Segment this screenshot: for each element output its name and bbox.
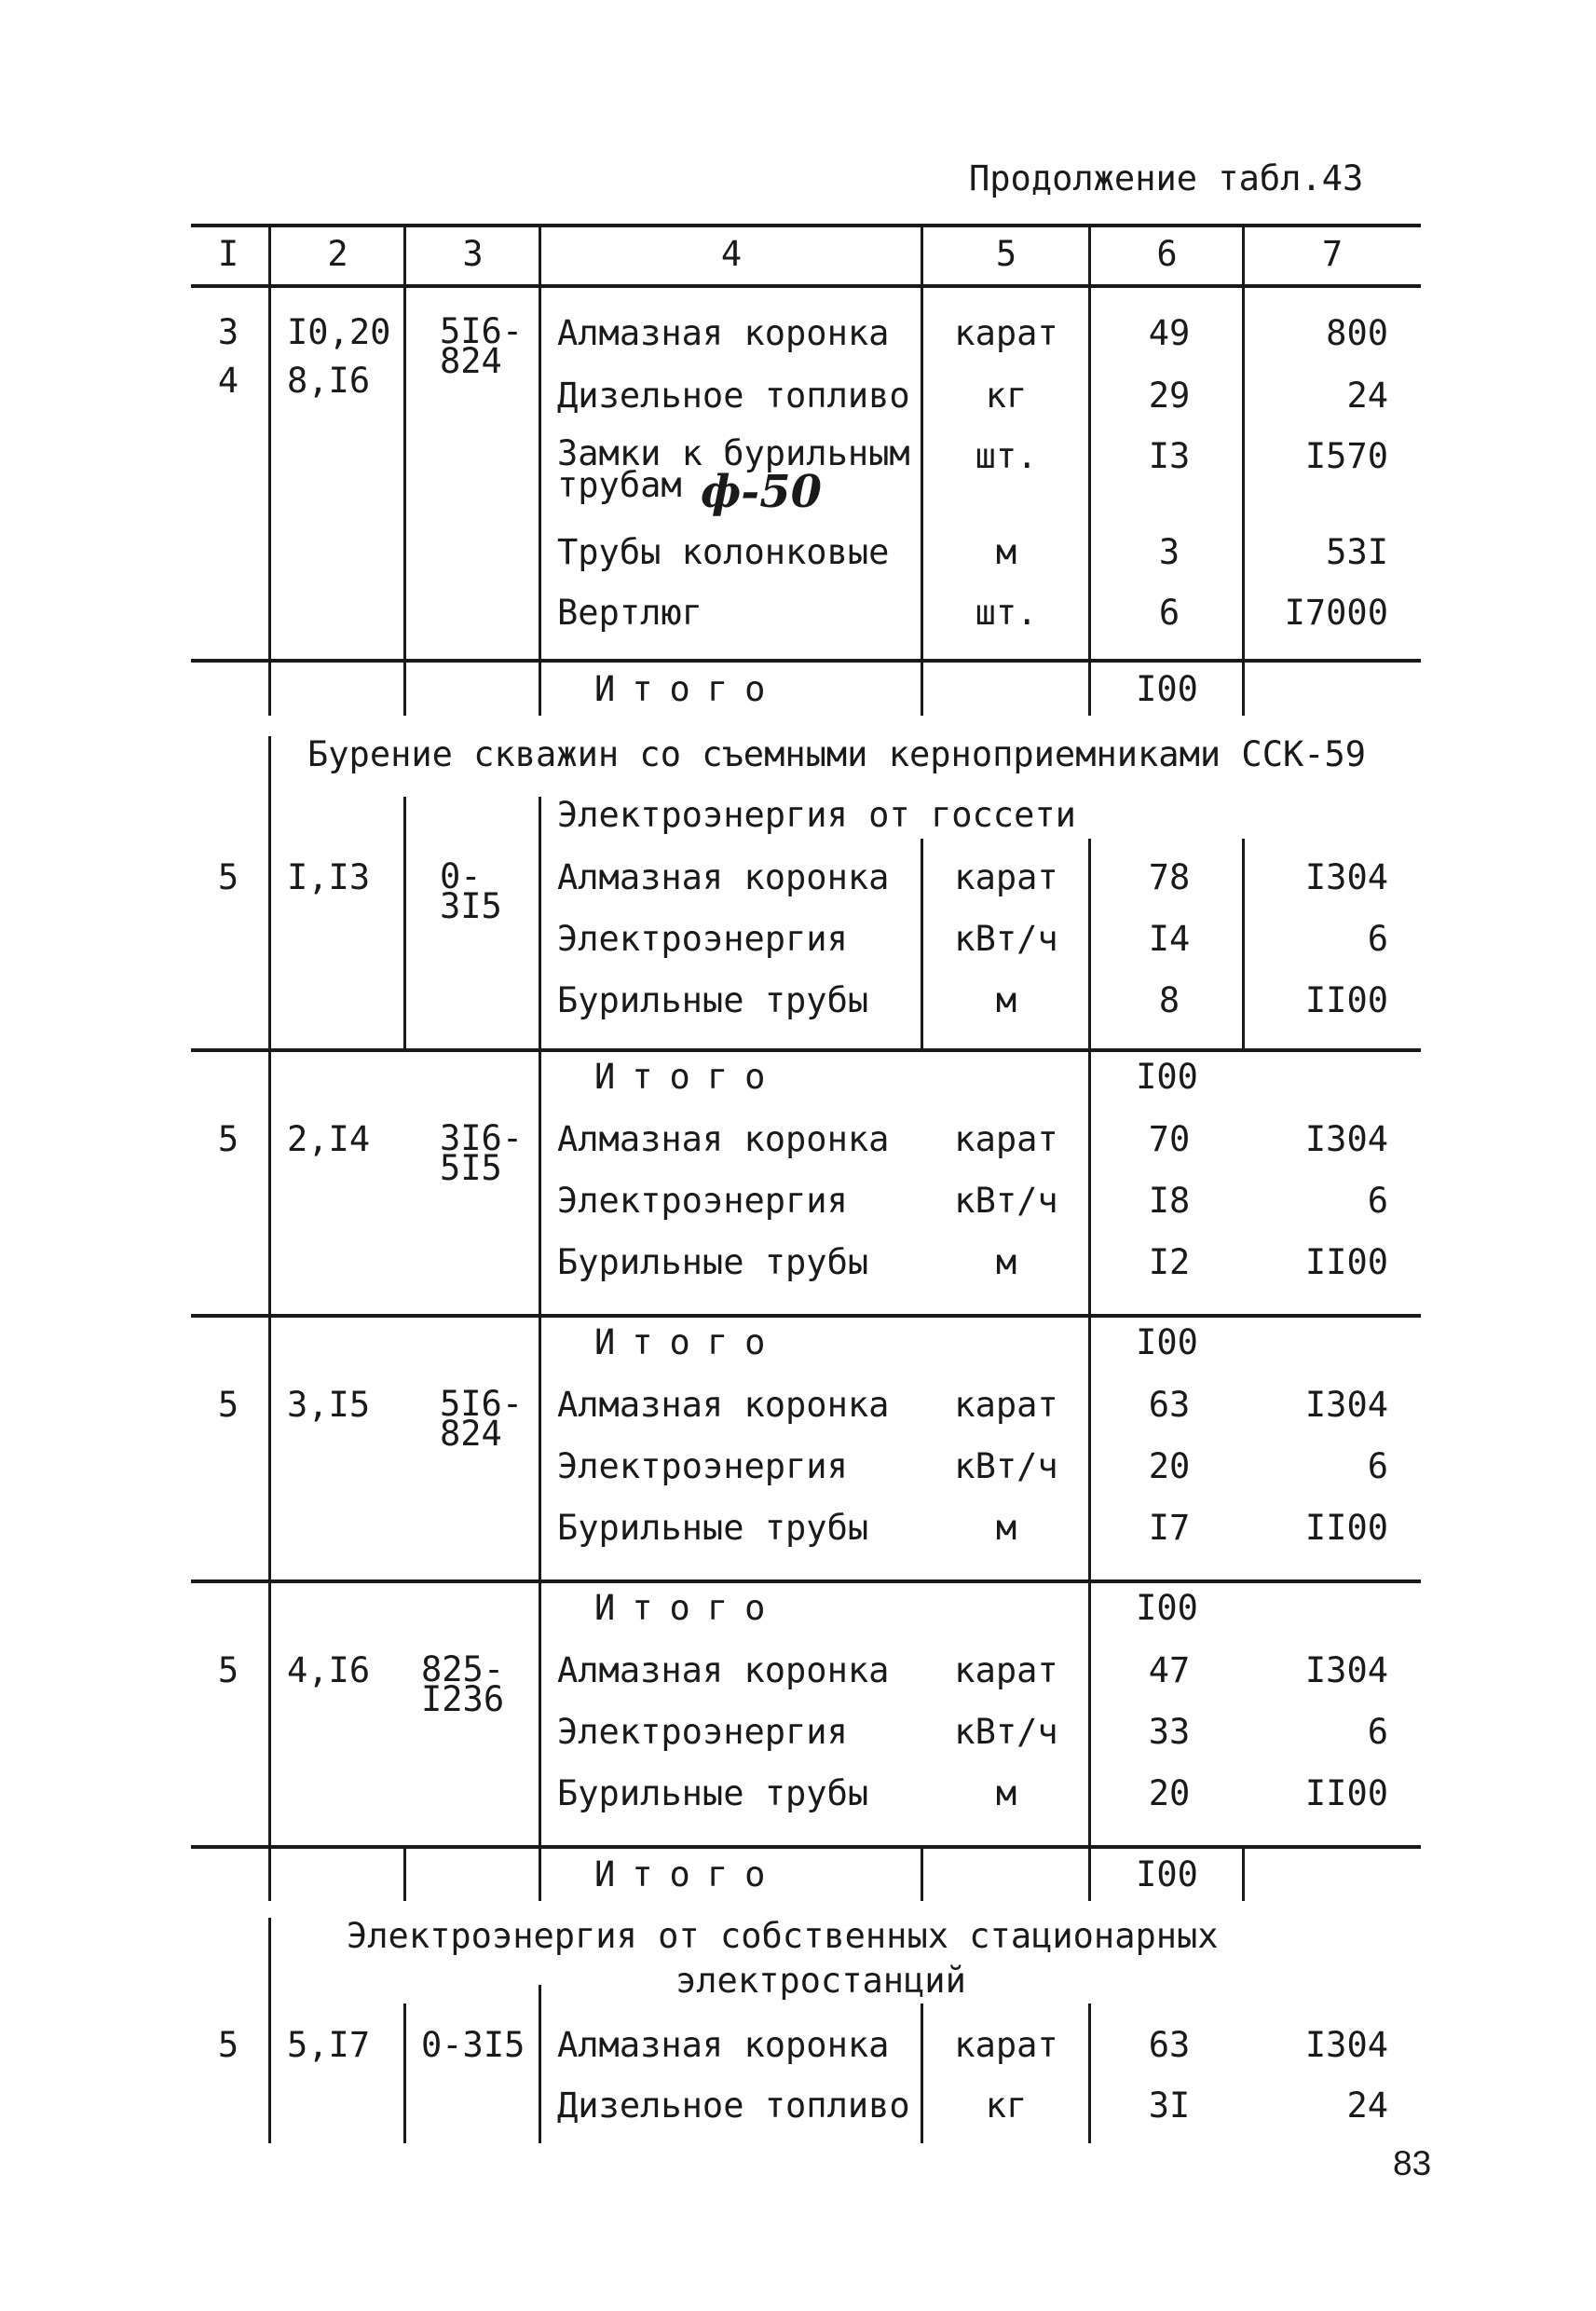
cell-col2: 3,I5 bbox=[287, 1385, 371, 1425]
header-col-5: 5 bbox=[995, 234, 1017, 274]
column-divider bbox=[539, 1317, 541, 1579]
item-v6: 49 bbox=[1148, 313, 1191, 353]
total-value: I00 bbox=[1136, 1057, 1198, 1097]
item-unit: карат bbox=[954, 313, 1058, 353]
section-heading: Бурение скважин со съемными керноприемниками ССК-59 bbox=[307, 734, 1367, 774]
column-divider bbox=[921, 1848, 923, 1901]
column-divider bbox=[268, 287, 271, 716]
cell-col1: 4 bbox=[217, 361, 239, 401]
item-name: Дизельное топливо bbox=[557, 2085, 910, 2126]
column-divider bbox=[268, 736, 271, 1048]
cell-col3: 0-3I5 bbox=[421, 2025, 525, 2065]
total-value: I00 bbox=[1136, 1322, 1198, 1362]
cell-col3: 824 bbox=[440, 1414, 502, 1454]
item-v7: I304 bbox=[1304, 1119, 1388, 1159]
item-name: Алмазная коронка bbox=[557, 1385, 890, 1425]
cell-col3: 825- bbox=[421, 1649, 505, 1689]
item-v7: I7000 bbox=[1284, 593, 1388, 633]
cell-col3: 5I5 bbox=[440, 1148, 502, 1188]
table-caption: Продолжение табл.43 bbox=[969, 158, 1364, 198]
item-unit: м bbox=[995, 1773, 1017, 1813]
column-divider bbox=[268, 1918, 271, 2143]
item-v7: II00 bbox=[1304, 980, 1388, 1020]
item-unit: шт. bbox=[975, 593, 1038, 633]
header-divider bbox=[403, 224, 406, 287]
header-col-6: 6 bbox=[1156, 234, 1178, 274]
cell-col1: 5 bbox=[217, 1385, 239, 1425]
item-name: Бурильные трубы bbox=[557, 1242, 869, 1282]
cell-col1: 5 bbox=[217, 2025, 239, 2065]
section-rule bbox=[191, 1845, 1421, 1849]
cell-col2: 2,I4 bbox=[287, 1119, 371, 1159]
item-v6: 78 bbox=[1148, 857, 1191, 897]
item-v7: 24 bbox=[1346, 376, 1388, 416]
item-v7: 53I bbox=[1326, 532, 1388, 572]
column-divider bbox=[268, 1051, 271, 1314]
item-unit: шт. bbox=[975, 436, 1038, 476]
item-unit: кВт/ч bbox=[954, 1712, 1058, 1752]
cell-col2: 5,I7 bbox=[287, 2025, 371, 2065]
header-col-3: 3 bbox=[462, 234, 484, 274]
item-name: Алмазная коронка bbox=[557, 313, 890, 353]
item-v6: 33 bbox=[1148, 1712, 1191, 1752]
item-v6: I3 bbox=[1148, 436, 1191, 476]
item-unit: кВт/ч bbox=[954, 1181, 1058, 1221]
item-name: Вертлюг bbox=[557, 593, 703, 633]
item-unit: м bbox=[995, 1508, 1017, 1548]
item-v7: II00 bbox=[1304, 1242, 1388, 1282]
header-divider bbox=[539, 224, 541, 287]
item-v6: 3 bbox=[1158, 532, 1180, 572]
total-value: I00 bbox=[1136, 1588, 1198, 1628]
item-unit: карат bbox=[954, 857, 1058, 897]
cell-col2: I,I3 bbox=[287, 857, 371, 897]
column-divider bbox=[268, 1848, 271, 1901]
item-unit: м bbox=[995, 532, 1017, 572]
item-v6: 70 bbox=[1148, 1119, 1191, 1159]
item-v7: 800 bbox=[1326, 313, 1388, 353]
item-v6: 63 bbox=[1148, 1385, 1191, 1425]
item-v7: I304 bbox=[1304, 1650, 1388, 1690]
cell-col3: 3I5 bbox=[440, 886, 502, 926]
cell-col1: 5 bbox=[217, 1119, 239, 1159]
item-name: Алмазная коронка bbox=[557, 1650, 890, 1690]
section-rule bbox=[191, 1048, 1421, 1052]
item-v6: 6 bbox=[1158, 593, 1180, 633]
cell-col2: 8,I6 bbox=[287, 361, 371, 401]
cell-col3: 824 bbox=[440, 341, 502, 381]
column-divider bbox=[403, 797, 406, 1048]
header-col-1: I bbox=[217, 234, 239, 274]
total-label: Итого bbox=[594, 1322, 783, 1362]
cell-col2: I0,20 bbox=[287, 312, 391, 352]
total-label: Итого bbox=[594, 669, 783, 709]
item-v7: 6 bbox=[1367, 919, 1388, 959]
item-v6: I2 bbox=[1148, 1242, 1191, 1282]
item-name: Алмазная коронка bbox=[557, 857, 890, 897]
item-name: Бурильные трубы bbox=[557, 980, 869, 1020]
header-divider bbox=[1088, 224, 1091, 287]
item-unit: кг bbox=[985, 376, 1028, 416]
header-bottom-rule bbox=[191, 284, 1421, 288]
item-name: Алмазная коронка bbox=[557, 2025, 890, 2065]
header-col-4: 4 bbox=[720, 234, 743, 274]
item-v6: I7 bbox=[1148, 1508, 1191, 1548]
cell-col1: 5 bbox=[217, 857, 239, 897]
item-unit: карат bbox=[954, 1119, 1058, 1159]
item-name: Электроэнергия bbox=[557, 1446, 848, 1486]
item-v6: I4 bbox=[1148, 919, 1191, 959]
column-divider bbox=[403, 287, 406, 716]
item-name: Замки к бурильным bbox=[557, 433, 910, 473]
item-v7: 24 bbox=[1346, 2085, 1388, 2126]
item-name: Бурильные трубы bbox=[557, 1773, 869, 1813]
cell-col3: 5I6- bbox=[440, 1384, 524, 1424]
section-heading: Электроэнергия от собственных стационарных bbox=[347, 1916, 1219, 1956]
column-divider bbox=[403, 2003, 406, 2143]
item-v6: 47 bbox=[1148, 1650, 1191, 1690]
column-divider bbox=[268, 1582, 271, 1845]
column-divider bbox=[539, 1985, 541, 2143]
cell-col2: 4,I6 bbox=[287, 1650, 371, 1690]
header-divider bbox=[1242, 224, 1245, 287]
item-v7: 6 bbox=[1367, 1181, 1388, 1221]
column-divider bbox=[539, 1848, 541, 1901]
item-name: Электроэнергия bbox=[557, 1712, 848, 1752]
column-divider bbox=[1242, 839, 1245, 1048]
column-divider bbox=[539, 287, 541, 716]
item-unit: кВт/ч bbox=[954, 919, 1058, 959]
cell-col3: 5I6- bbox=[440, 311, 524, 351]
header-divider bbox=[921, 224, 923, 287]
item-name: Электроэнергия bbox=[557, 919, 848, 959]
total-value: I00 bbox=[1136, 669, 1198, 709]
item-v7: 6 bbox=[1367, 1446, 1388, 1486]
header-divider bbox=[268, 224, 271, 287]
item-v6: 3I bbox=[1148, 2085, 1191, 2126]
item-name: Алмазная коронка bbox=[557, 1119, 890, 1159]
section-rule bbox=[191, 659, 1421, 663]
item-name: Бурильные трубы bbox=[557, 1508, 869, 1548]
item-name: Дизельное топливо bbox=[557, 376, 910, 416]
item-v6: I8 bbox=[1148, 1181, 1191, 1221]
header-top-rule bbox=[191, 224, 1421, 227]
header-col-2: 2 bbox=[327, 234, 348, 274]
cell-col3: I236 bbox=[421, 1679, 505, 1719]
page-number: 83 bbox=[1393, 2144, 1432, 2182]
handwritten-note: ф-50 bbox=[701, 466, 823, 518]
section-subheading: Электроэнергия от госсети bbox=[557, 795, 1076, 835]
column-divider bbox=[403, 1848, 406, 1901]
item-v6: 8 bbox=[1158, 980, 1180, 1020]
item-unit: карат bbox=[954, 1650, 1058, 1690]
item-v6: 20 bbox=[1148, 1773, 1191, 1813]
item-name-cont: трубам bbox=[557, 465, 682, 505]
item-v7: II00 bbox=[1304, 1508, 1388, 1548]
section-heading-cont: электростанций bbox=[675, 1961, 966, 2001]
column-divider bbox=[1242, 287, 1245, 716]
total-label: Итого bbox=[594, 1854, 783, 1894]
item-v7: I304 bbox=[1304, 857, 1388, 897]
cell-col1: 5 bbox=[217, 1650, 239, 1690]
item-v7: I570 bbox=[1304, 436, 1388, 476]
total-value: I00 bbox=[1136, 1854, 1198, 1894]
item-name: Электроэнергия bbox=[557, 1181, 848, 1221]
cell-col1: 3 bbox=[217, 312, 239, 352]
item-unit: м bbox=[995, 980, 1017, 1020]
section-rule bbox=[191, 1314, 1421, 1318]
total-label: Итого bbox=[594, 1588, 783, 1628]
column-divider bbox=[539, 1051, 541, 1314]
item-unit: м bbox=[995, 1242, 1017, 1282]
item-v7: II00 bbox=[1304, 1773, 1388, 1813]
item-unit: кг bbox=[985, 2085, 1028, 2126]
item-name: Трубы колонковые bbox=[557, 532, 890, 572]
section-rule bbox=[191, 1579, 1421, 1583]
item-v7: I304 bbox=[1304, 2025, 1388, 2065]
cell-col3: 0- bbox=[440, 856, 482, 896]
total-label: Итого bbox=[594, 1057, 783, 1097]
column-divider bbox=[539, 797, 541, 1048]
item-v6: 20 bbox=[1148, 1446, 1191, 1486]
cell-col3: 3I6- bbox=[440, 1118, 524, 1158]
column-divider bbox=[268, 1317, 271, 1579]
header-col-7: 7 bbox=[1321, 234, 1344, 274]
item-v7: 6 bbox=[1367, 1712, 1388, 1752]
item-v6: 29 bbox=[1148, 376, 1191, 416]
item-v7: I304 bbox=[1304, 1385, 1388, 1425]
column-divider bbox=[539, 1582, 541, 1845]
item-unit: кВт/ч bbox=[954, 1446, 1058, 1486]
item-v6: 63 bbox=[1148, 2025, 1191, 2065]
item-unit: карат bbox=[954, 2025, 1058, 2065]
item-unit: карат bbox=[954, 1385, 1058, 1425]
